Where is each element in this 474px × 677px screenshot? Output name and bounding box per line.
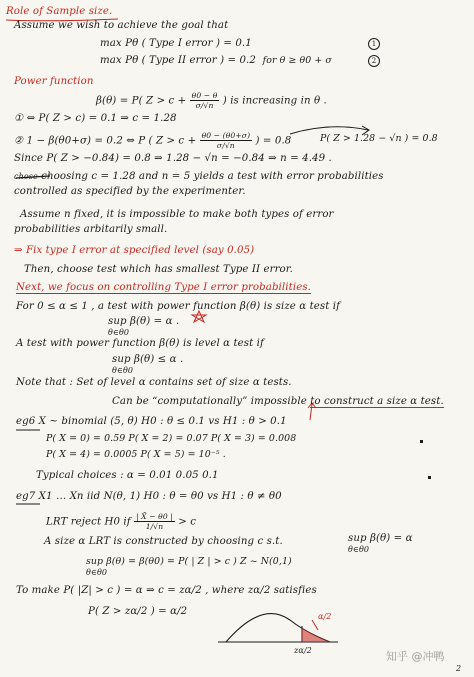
text-line: probabilities arbitarily small. <box>14 224 168 235</box>
formula-line: ② 1 − β(θ0+σ) = 0.2 ⇔ P ( Z > c + $\frac{\theta 0 - (\theta 0+\sigma)}{\sigma/√n}$ ) = 0.8 <box>14 131 292 150</box>
text-line: max Pθ ( Type I error ) = 0.1 <box>100 38 252 49</box>
curve-label: α/2 <box>318 612 332 621</box>
section-title: Role of Sample size. <box>6 6 113 17</box>
tail-pointer <box>312 620 318 630</box>
text-line: Typical choices : α = 0.01 0.05 0.1 <box>36 470 219 481</box>
subscript: θ∈θ0 <box>348 545 370 554</box>
example-line: eg7 X1 … Xn iid N(θ, 1) H0 : θ = θ0 vs H1 : θ ≠ θ0 <box>16 491 282 502</box>
dot-mark <box>420 440 423 443</box>
highlight-line: Next, we focus on controlling Type I error probabilities. <box>16 282 311 293</box>
text-line: ① ⇔ P( Z > c) = 0.1 ⇒ c = 1.28 <box>14 113 177 124</box>
subscript: θ∈θ0 <box>112 366 134 375</box>
text-line: Assume n fixed, it is impossible to make both types of error <box>20 209 334 220</box>
text-line: Can be “computationally” impossible to construct a size α test. <box>112 396 444 407</box>
fraction: $\frac{| X̄ - \theta 0 |}{1/√n}$ <box>136 512 173 531</box>
text-line: Assume we wish to achieve the goal that <box>14 20 229 31</box>
formula-line: sup β(θ) ≤ α . <box>112 354 184 365</box>
text-line: Note that : Set of level α contains set of size α tests. <box>16 377 292 388</box>
text-line: To make P( |Z| > c ) = α ⇒ c = zα/2 , where zα/2 satisfies <box>16 585 317 596</box>
formula-line: P( Z > zα/2 ) = α/2 <box>88 606 188 617</box>
fraction: $\frac{\theta 0 - \theta}{\sigma/√n}$ <box>191 91 218 110</box>
text-line: chose choosing c = 1.28 and n = 5 yields a test with error probabilities <box>14 171 384 182</box>
text-line: Since P( Z > −0.84) = 0.8 ⇒ 1.28 − √n = −0.84 ⇒ n = 4.49 . <box>14 153 332 164</box>
formula-line: sup β(θ) = β(θ0) = P( | Z | > c ) Z ~ N(0,1) <box>86 556 292 567</box>
subscript: θ∈θ0 <box>86 568 108 577</box>
highlight-line: ⇒ Fix type I error at specified level (say 0.05) <box>14 245 255 256</box>
text-line: Then, choose test which has smallest Type II error. <box>24 264 293 275</box>
eq-number: 2 <box>368 55 380 67</box>
formula-line: sup β(θ) = α . <box>108 316 180 327</box>
definition-line: A test with power function β(θ) is level α test if <box>16 338 264 349</box>
dot-mark <box>428 476 431 479</box>
text-line: P( X = 0) = 0.59 P( X = 2) = 0.07 P( X = 3) = 0.008 <box>46 433 297 444</box>
star-mark-icon <box>192 311 206 322</box>
page-number: 2 <box>456 664 462 673</box>
eq-number: 1 <box>368 38 380 50</box>
formula-line: sup β(θ) = α <box>348 533 413 544</box>
formula-line: β(θ) = P( Z > c + $\frac{\theta 0 - \theta}{\sigma/√n}$ ) is increasing in θ . <box>96 91 327 110</box>
text-line: P( X = 4) = 0.0005 P( X = 5) = 10⁻⁵ . <box>46 449 226 460</box>
subheading: Power function <box>14 76 94 87</box>
subscript: θ∈θ0 <box>108 328 130 337</box>
text-line: max Pθ ( Type II error ) = 0.2 for θ ≥ θ0 + σ <box>100 55 332 66</box>
formula-line: LRT reject H0 if $\frac{| X̄ - \theta 0 |}{1/√n}$ > c <box>46 512 197 531</box>
text-line: controlled as specified by the experimenter. <box>14 186 246 197</box>
watermark: 知乎 @冲鸭 <box>386 650 445 663</box>
curve-label: zα/2 <box>294 646 312 655</box>
example-line: eg6 X ~ binomial (5, θ) H0 : θ ≤ 0.1 vs H1 : θ > 0.1 <box>16 416 287 427</box>
fraction: $\frac{\theta 0 - (\theta 0+\sigma)}{\sigma/√n}$ <box>201 131 251 150</box>
text-line: P( Z > 1.28 − √n ) = 0.8 <box>320 133 438 144</box>
text-line: A size α LRT is constructed by choosing c s.t. <box>44 536 283 547</box>
definition-line: For 0 ≤ α ≤ 1 , a test with power function β(θ) is size α test if <box>16 301 340 312</box>
